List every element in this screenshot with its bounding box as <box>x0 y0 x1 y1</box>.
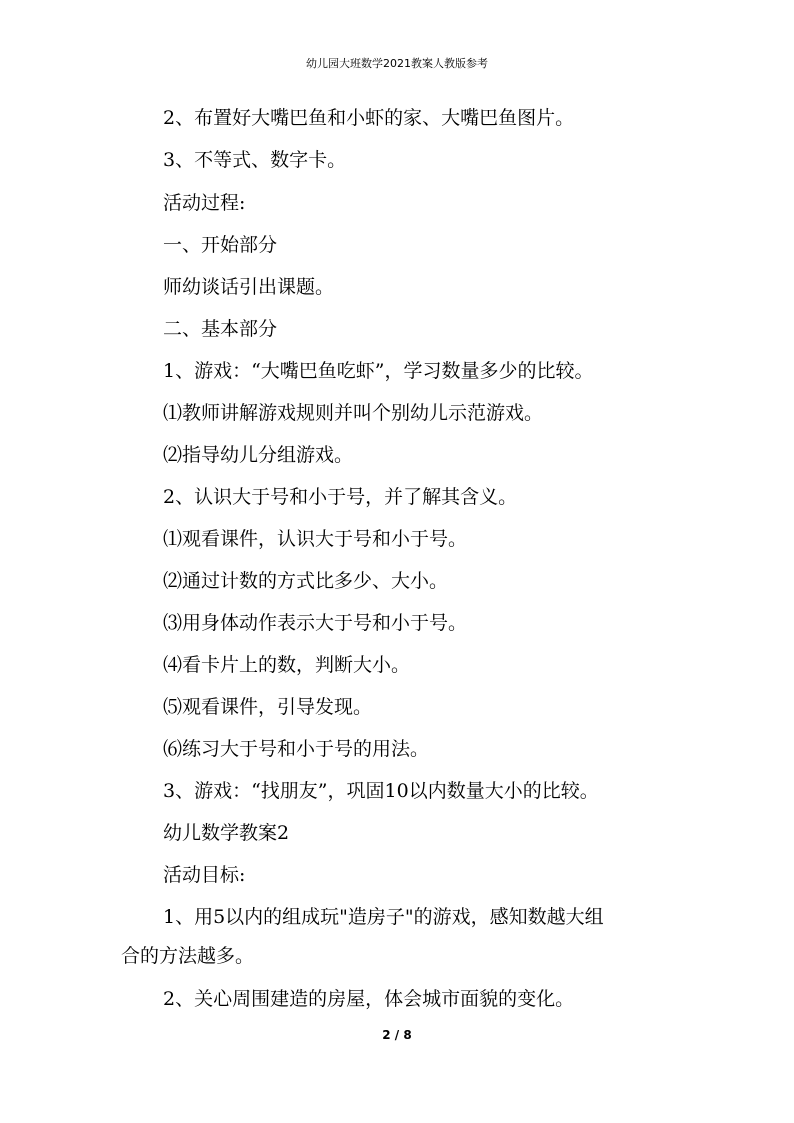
paragraph-symbols-step-1: ⑴观看课件，认识大于号和小于号。 <box>163 528 468 550</box>
page-number: 2 / 8 <box>382 1028 412 1042</box>
section-heading-process: 活动过程: <box>163 192 246 214</box>
paragraph-opening: 师幼谈话引出课题。 <box>163 276 335 298</box>
paragraph-goal-1-continued: 合的方法越多。 <box>121 945 255 967</box>
paragraph-symbols-step-5: ⑸观看课件，引导发现。 <box>163 696 373 718</box>
paragraph-game-1-step-1: ⑴教师讲解游戏规则并叫个别幼儿示范游戏。 <box>163 402 544 424</box>
section-heading-goals: 活动目标: <box>163 864 246 886</box>
paragraph-game-1: 1、游戏：“大嘴巴鱼吃虾”，学习数量多少的比较。 <box>163 360 594 382</box>
paragraph-goal-2: 2、关心周围建造的房屋，体会城市面貌的变化。 <box>163 988 575 1010</box>
paragraph-goal-1: 1、用5以内的组成玩"造房子"的游戏，感知数越大组 <box>163 906 604 928</box>
paragraph-symbols: 2、认识大于号和小于号，并了解其含义。 <box>163 486 518 508</box>
paragraph-materials-3: 3、不等式、数字卡。 <box>163 149 347 171</box>
paragraph-materials-2: 2、布置好大嘴巴鱼和小虾的家、大嘴巴鱼图片。 <box>163 107 575 129</box>
lesson-title-2: 幼儿数学教案2 <box>163 822 290 844</box>
paragraph-symbols-step-4: ⑷看卡片上的数，判断大小。 <box>163 654 411 676</box>
page-header: 幼儿园大班数学2021教案人教版参考 <box>306 57 488 70</box>
section-heading-opening: 一、开始部分 <box>163 234 278 256</box>
paragraph-symbols-step-6: ⑹练习大于号和小于号的用法。 <box>163 738 430 760</box>
paragraph-game-3: 3、游戏：“找朋友”，巩固10以内数量大小的比较。 <box>163 780 599 802</box>
paragraph-game-1-step-2: ⑵指导幼儿分组游戏。 <box>163 444 354 466</box>
section-heading-basic: 二、基本部分 <box>163 318 278 340</box>
paragraph-symbols-step-2: ⑵通过计数的方式比多少、大小。 <box>163 570 449 592</box>
paragraph-symbols-step-3: ⑶用身体动作表示大于号和小于号。 <box>163 612 468 634</box>
